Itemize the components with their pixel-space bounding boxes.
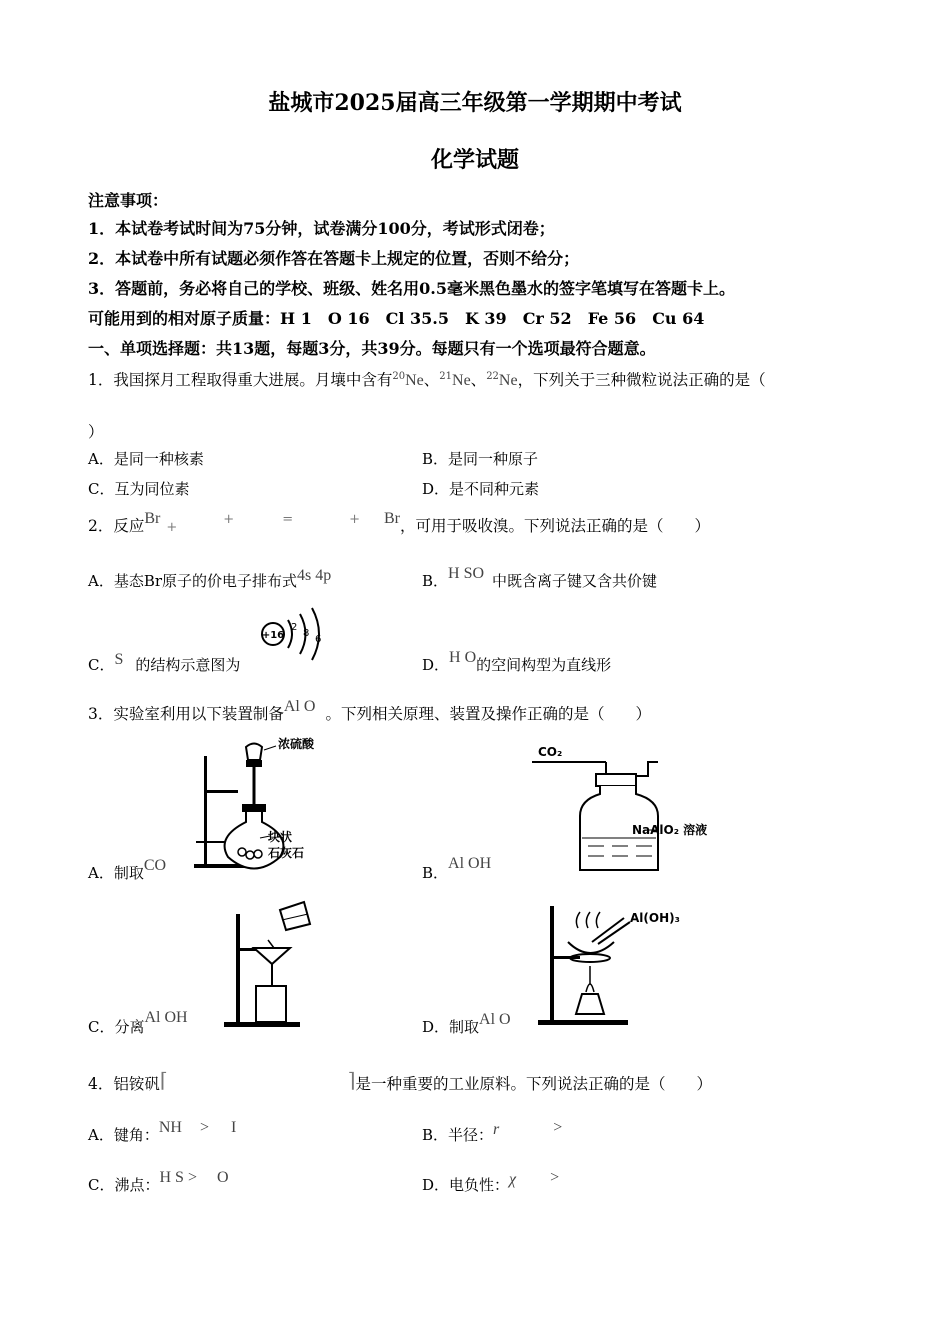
- q4-stem: [88, 1070, 712, 1094]
- label-lumpy: 块状: [268, 830, 293, 844]
- q2-b-formula: H SO: [448, 565, 485, 582]
- q1-option-c: C．互为同位素: [88, 480, 190, 498]
- label-limestone: 石灰石: [268, 846, 305, 860]
- q4-a-formula: NH: [158, 1119, 182, 1136]
- notes-heading: 注意事项：: [88, 191, 169, 210]
- q2-d-text: 的空间构型为直线形: [476, 656, 612, 674]
- q2-option-d: [422, 649, 612, 675]
- q4-b-text: B．半径：: [422, 1126, 494, 1144]
- label-naalo2-solution: NaAlO₂ 溶液: [632, 823, 708, 837]
- q1-stem-text: 1．我国探月工程取得重大进展。月壤中含有: [88, 371, 393, 389]
- q4-option-d: [422, 1169, 560, 1195]
- atomic-masses: 可能用到的相对原子质量：H 1 O 16 Cl 35.5 K 39 Cr 52 Fe 56 Cu 64: [88, 309, 705, 328]
- q3-b-formula: Al OH: [448, 855, 492, 872]
- q4-b-formula: r: [493, 1121, 500, 1138]
- q2-b-label: B．: [422, 572, 449, 590]
- q2-b-text: 中既含离子键又含共价键: [492, 572, 658, 590]
- q2-stem-text: 2．反应: [88, 517, 145, 535]
- q1-option-d: D．是不同种元素: [422, 480, 540, 498]
- q3-option-c: [88, 1009, 188, 1037]
- q4-option-b: [422, 1119, 563, 1145]
- q3-d-formula: Al O: [479, 1011, 511, 1028]
- q2-d-formula: H O: [449, 649, 477, 666]
- q4-stem-text-2: 是一种重要的工业原料。下列说法正确的是（ ）: [355, 1075, 713, 1093]
- apparatus-c-filtration: [220, 896, 320, 1030]
- q4-a-text: A．键角：: [88, 1126, 159, 1144]
- q3-a-text: A．制取: [88, 864, 144, 882]
- shell-1: 2: [291, 622, 298, 633]
- iso2-mass: 21: [439, 370, 453, 382]
- apparatus-b-gas-bottle: [528, 742, 728, 876]
- q4-d-formula: χ: [509, 1171, 517, 1188]
- iso3-symbol: Ne: [498, 372, 518, 389]
- q2-c-label: C．: [88, 656, 115, 674]
- eq-plus-3: +: [349, 512, 360, 527]
- label-conc-sulfuric: 浓硫酸: [278, 737, 315, 751]
- q3-stem-formula: Al O: [283, 698, 316, 715]
- shell-2: 8: [303, 628, 310, 639]
- q4-stem-text: 4．铝铵矾: [88, 1075, 160, 1093]
- q3-d-text: D．制取: [422, 1018, 480, 1036]
- q1-stem-text-2: ，下列关于三种微粒说法正确的是（: [517, 371, 766, 389]
- q1-stem-close: ）: [88, 423, 104, 441]
- q3-stem: [88, 698, 651, 724]
- bracket-left: ⌈: [159, 1068, 168, 1092]
- eq-plus-2: +: [223, 512, 235, 527]
- q3-c-text: C．分离: [88, 1018, 145, 1036]
- subject-title: 化学试题: [430, 147, 519, 173]
- nucleus-label: +16: [261, 630, 285, 641]
- q2-c-formula: S: [114, 651, 124, 668]
- q4-c-text: C．沸点：: [88, 1176, 160, 1194]
- q3-option-a: [88, 857, 167, 883]
- q4-c-formula: H S >: [159, 1169, 197, 1186]
- note-1: 1．本试卷考试时间为75分钟，试卷满分100分，考试形式闭卷；: [88, 219, 555, 238]
- iso1-mass: 20: [392, 370, 406, 382]
- q1-option-a: A．是同一种核素: [88, 450, 204, 468]
- q2-stem: [88, 510, 711, 536]
- q1-option-b: B．是同一种原子: [422, 450, 539, 468]
- apparatus-d-heating: [528, 896, 718, 1030]
- section1-heading: 一、单项选择题：共13题，每题3分，共39分。每题只有一个选项最符合题意。: [88, 339, 656, 358]
- bracket-right: ⌉: [347, 1068, 356, 1092]
- q2-stem-text-2: ，可用于吸收溴。下列说法正确的是（ ）: [400, 517, 711, 535]
- q2-option-b: [422, 565, 658, 591]
- q3-stem-text: 3．实验室利用以下装置制备: [88, 705, 284, 723]
- note-3: 3．答题前，务必将自己的学校、班级、姓名用0.5毫米黑色墨水的签字笔填写在答题卡上。: [88, 279, 735, 298]
- q4-d-gt: >: [550, 1169, 560, 1186]
- q4-a-gt: >: [199, 1119, 209, 1136]
- q2-a-formula: 4s 4p: [297, 567, 332, 584]
- q3-c-formula: Al OH: [144, 1009, 188, 1026]
- q4-b-gt: >: [553, 1119, 563, 1136]
- iso3-mass: 22: [486, 370, 499, 382]
- eq-plus-1: +: [166, 520, 178, 535]
- eq-equals: =: [282, 512, 294, 527]
- iso2-symbol: Ne: [452, 372, 471, 389]
- eq-br: Br: [144, 510, 161, 527]
- q3-b-text: B．: [422, 864, 449, 882]
- q2-c-text: 的结构示意图为: [135, 656, 241, 674]
- label-aloh3: Al(OH)₃: [630, 911, 680, 925]
- apparatus-a-co2-generator: [180, 737, 330, 872]
- q2-d-label: D．: [422, 656, 450, 674]
- note-2: 2．本试卷中所有试题必须作答在答题卡上规定的位置，否则不给分；: [88, 249, 580, 268]
- q3-a-formula: CO: [143, 857, 167, 874]
- q2-a-text: A．基态Br原子的价电子排布式: [88, 572, 298, 590]
- eq-br2: Br: [384, 510, 400, 527]
- q4-c-formula-2: O: [216, 1169, 229, 1186]
- q4-d-text: D．电负性：: [422, 1176, 510, 1194]
- q3-option-b: [422, 855, 492, 883]
- q4-option-c: [88, 1169, 229, 1195]
- q3-option-d: [422, 1011, 511, 1037]
- q4-a-formula-2: I: [230, 1119, 237, 1136]
- sep-2: 、: [470, 371, 487, 389]
- q2-option-a: [88, 567, 332, 591]
- q3-stem-text-2: 。下列相关原理、装置及操作正确的是（ ）: [325, 705, 651, 723]
- q1-stem: [88, 368, 766, 390]
- sep-1: 、: [423, 371, 440, 389]
- exam-title: 盐城市2025届高三年级第一学期期中考试: [268, 90, 682, 116]
- shell-3: 6: [315, 634, 322, 645]
- sulfide-structure-diagram: [256, 606, 336, 660]
- q4-option-a: [88, 1119, 237, 1145]
- label-co2: CO₂: [538, 745, 563, 759]
- iso1-symbol: Ne: [405, 372, 424, 389]
- q2-option-c: [88, 651, 241, 675]
